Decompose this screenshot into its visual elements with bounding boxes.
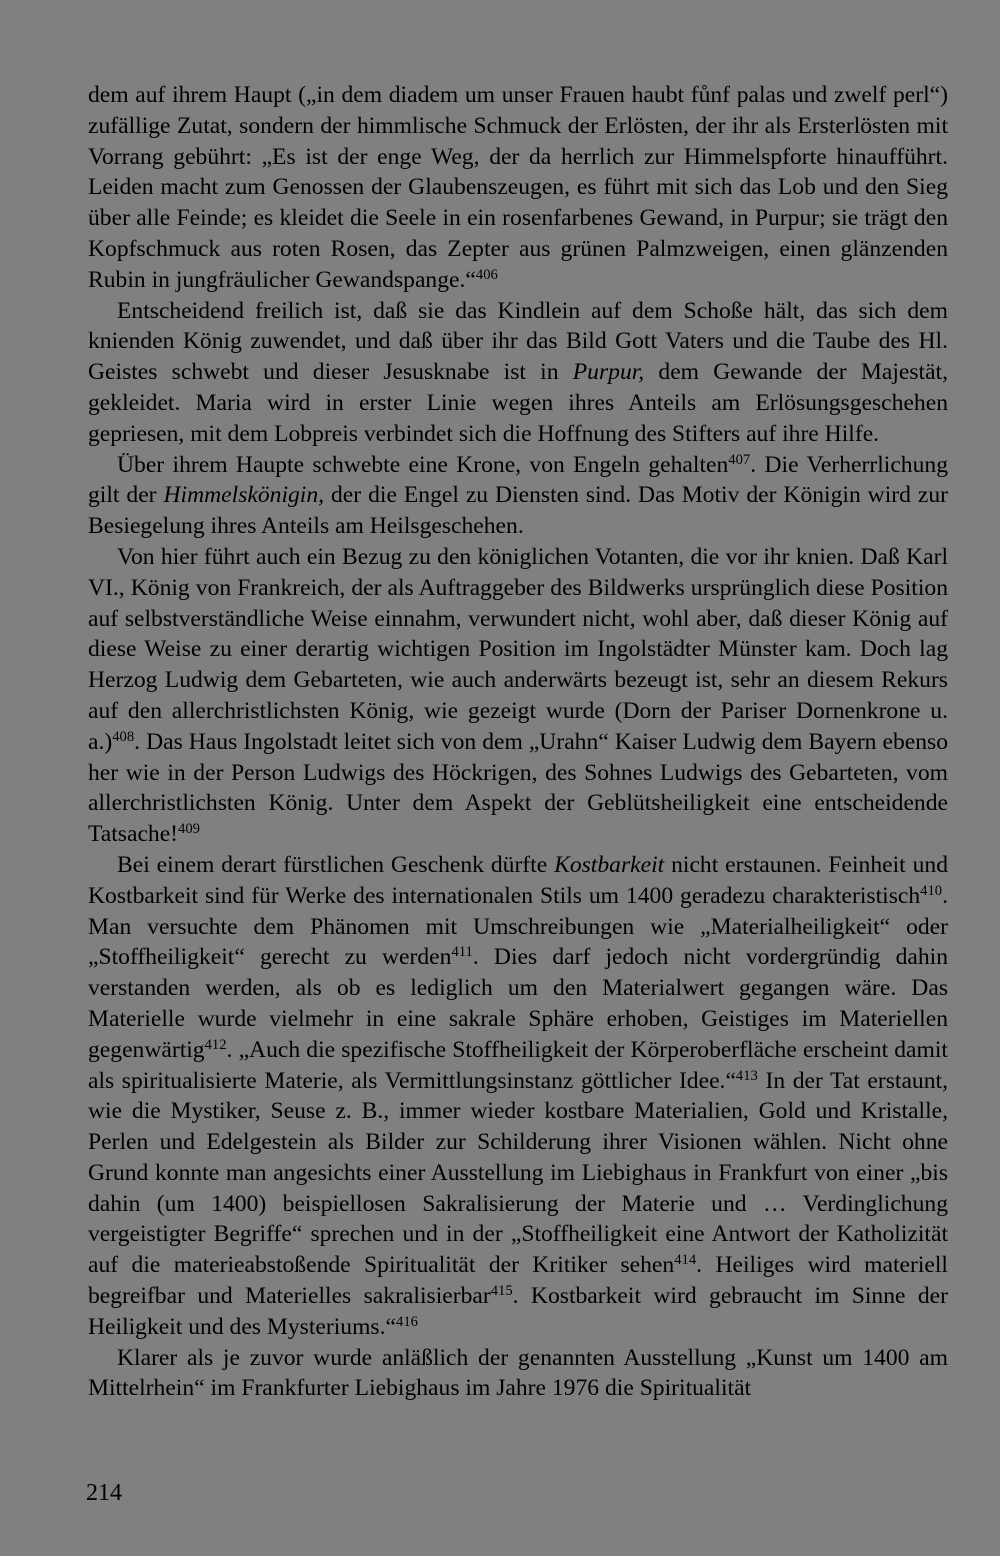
text-run: In der Tat erstaunt, wie die Mystiker, Seuse z. B., immer wieder kostbare Materialien, Gold und Kristalle, Perlen und Edelgestein als Bilder zur Schilderung ihrer Visionen wählen. Nicht ohne Grund konnte man angesichts einer Ausstellung im Liebighaus in Frankfurt von einer „bis dahin (um 1400) beispiellosen Sakralisierung der Materie und … Verdinglichung vergeistigter Begriffe“ sprechen und in der „Stoffheiligkeit eine Antwort der Katholizität auf die materieabstoßende Spiritualität der Kritiker sehen: [88, 1067, 948, 1279]
text-run: Über ihrem Haupte schwebte eine Krone, von Engeln gehalten: [117, 451, 729, 478]
page-number: 214: [86, 1480, 122, 1506]
footnote-ref: 412: [204, 1036, 227, 1053]
paragraph: [88, 450, 948, 542]
italic-text: Kostbarkeit: [554, 851, 665, 878]
text-run: Bei einem derart fürstlichen Geschenk dürfte: [117, 851, 555, 878]
footnote-ref: 416: [396, 1313, 418, 1330]
footnote-ref: 409: [178, 821, 200, 838]
text-run: der die Engel zu Diensten sind. Das Motiv der Königin wird zur Besiegelung ihres Anteils am Heilsgeschehen.: [88, 482, 949, 540]
italic-text: Himmelskönigin,: [163, 482, 325, 509]
text-run: Von hier führt auch ein Bezug zu den königlichen Votanten, die vor ihr knien. Daß Karl VI., König von Frankreich, der als Auftraggeber des Bildwerks ursprünglich diese Position auf selbstverständliche Weise einnahm, verwundert nicht, wohl aber, daß dieser König auf diese Weise zu einer derartig wichtigen Position im Ingolstädter Münster kam. Doch lag Herzog Ludwig dem Gebarteten, wie auch anderwärts bezeugt ist, sehr an diesem Rekurs auf den allerchristlichsten König, wie gezeigt wurde (Dorn der Pariser Dornenkrone u. a.): [88, 543, 948, 755]
footnote-ref: 406: [475, 266, 498, 283]
text-run: . Das Haus Ingolstadt leitet sich von dem „Urahn“ Kaiser Ludwig dem Bayern ebenso her wie in der Person Ludwigs des Höckrigen, des Sohnes Ludwigs des Gebarteten, vom allerchristlichsten König. Unter dem Aspekt der Geblütsheiligkeit eine entscheidende Tatsache!: [88, 728, 948, 848]
text-run: . Die Verherrlichung gilt der: [88, 451, 948, 509]
paragraph: [88, 1343, 948, 1405]
footnote-ref: 415: [490, 1283, 513, 1300]
footnote-ref: 413: [735, 1067, 758, 1084]
paragraph: [88, 296, 948, 450]
text-run: dem auf ihrem Haupt („in dem diadem um unser Frauen haubt fůnf palas und zwelf perl“) zufällige Zutat, sondern der himmlische Schmuck der Erlösten, der ihr als Ersterlösten mit Vorrang gebührt: „Es ist der enge Weg, der da herrlich zur Himmelspforte hinaufführt. Leiden macht zum Genossen der Glaubenszeugen, es führt mit sich das Lob und den Sieg über alle Feinde; es kleidet die Seele in ein rosenfarbenes Gewand, in Purpur; sie trägt den Kopfschmuck aus roten Rosen, das Zepter aus grünen Palmzweigen, einen glänzenden Rubin in jungfräulicher Gewandspange.“: [88, 82, 948, 293]
footnote-ref: 414: [674, 1252, 697, 1269]
footnote-ref: 407: [728, 451, 751, 468]
text-run: dem Gewande der Majestät, gekleidet. Maria wird in erster Linie wegen ihres Anteils am Erlösungsgeschehen gepriesen, mit dem Lobpreis verbindet sich die Hoffnung des Stifters auf ihre Hilfe.: [88, 359, 949, 447]
text-run: . Man versuchte dem Phänomen mit Umschreibungen wie „Materialheiligkeit“ oder „Stoffheiligkeit“ gerecht zu werden: [88, 882, 948, 971]
text-run: nicht erstaunen. Feinheit und Kostbarkeit sind für Werke des internationalen Stils um 1400 geradezu charakteristisch: [88, 851, 948, 909]
footnote-ref: 411: [451, 944, 473, 961]
text-run: . Dies darf jedoch nicht vordergründig dahin verstanden werden, als ob es lediglich um den Materialwert gegangen wäre. Das Materielle wurde vielmehr in eine sakrale Sphäre erhoben, Geistiges im Materiellen gegenwärtig: [88, 944, 948, 1063]
text-run: Entscheidend freilich ist, daß sie das Kindlein auf dem Schoße hält, das sich dem knienden König zuwendet, und daß über ihr das Bild Gott Vaters und die Taube des Hl. Geistes schwebt und dieser Jesusknabe ist in: [88, 297, 948, 386]
paragraph: [88, 80, 948, 296]
paragraph: [88, 850, 948, 1343]
text-run: Klarer als je zuvor wurde anläßlich der genannten Ausstellung „Kunst um 1400 am Mittelrhein“ im Frankfurter Liebighaus im Jahre 1976 die Spiritualität: [88, 1344, 948, 1402]
paragraph: [88, 542, 948, 850]
footnote-ref: 410: [920, 882, 943, 899]
text-run: . „Auch die spezifische Stoffheiligkeit der Körperoberfläche erscheint damit als spiritualisierte Materie, als Vermittlungsinstanz göttlicher Idee.“: [88, 1036, 948, 1094]
footnote-ref: 408: [112, 728, 135, 745]
text-run: . Heiliges wird materiell begreifbar und Materielles sakralisierbar: [88, 1252, 948, 1310]
italic-text: Purpur,: [572, 359, 645, 386]
body-text: [88, 80, 948, 1404]
text-run: . Kostbarkeit wird gebraucht im Sinne der Heiligkeit und des Mysteriums.“: [88, 1283, 948, 1340]
